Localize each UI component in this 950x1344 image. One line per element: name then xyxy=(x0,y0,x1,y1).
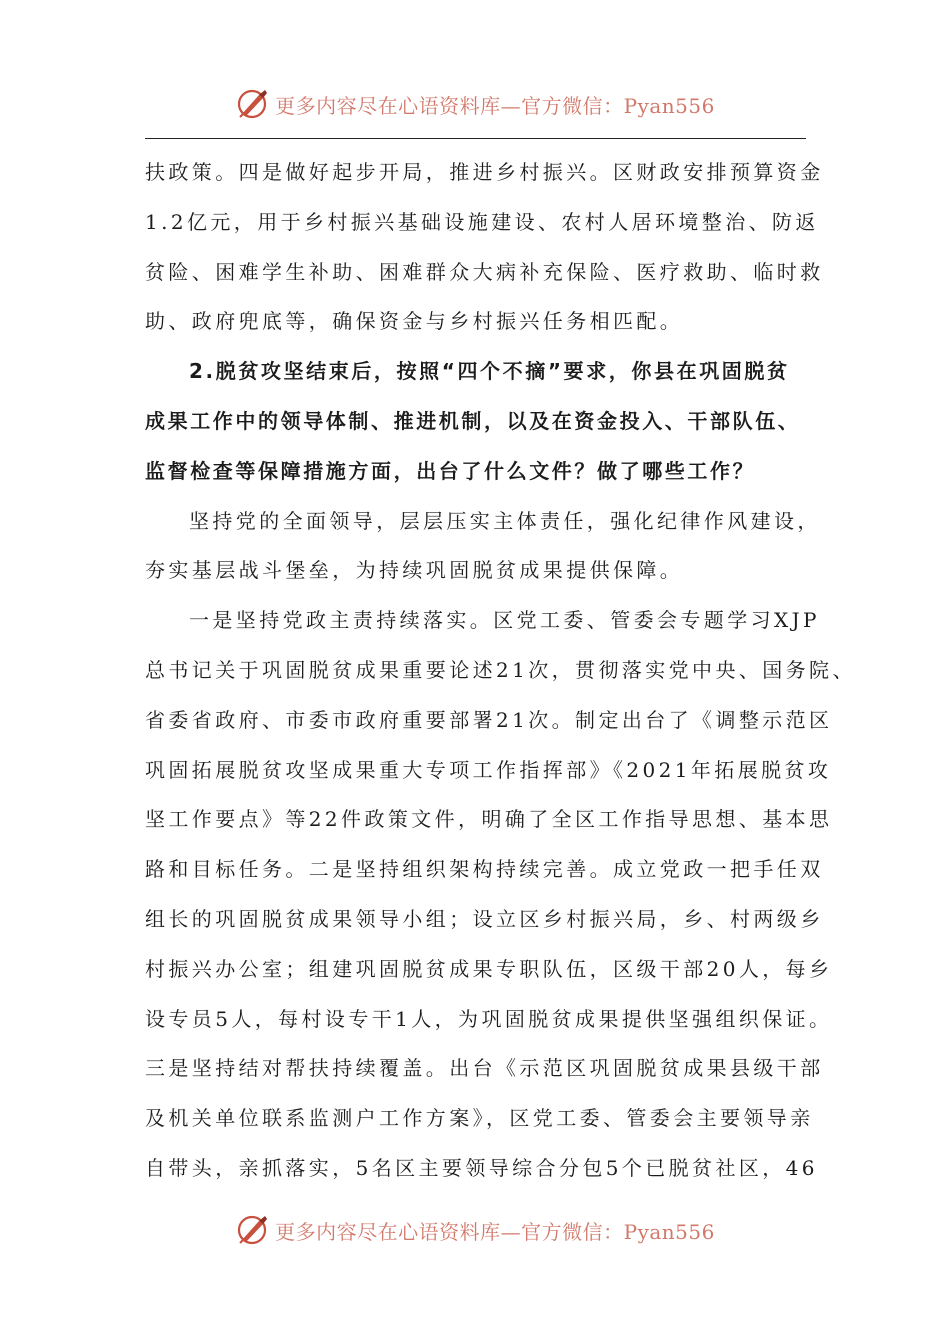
text-line: 设专员5人，每村设专干1人，为巩固脱贫成果提供坚强组织保证。 xyxy=(145,1006,833,1031)
text-line: 1.2亿元，用于乡村振兴基础设施建设、农村人居环境整治、防返 xyxy=(145,209,819,234)
header-divider xyxy=(145,138,806,139)
text-line: 助、政府兜底等，确保资金与乡村振兴任务相匹配。 xyxy=(145,309,684,334)
text-line: 三是坚持结对帮扶持续覆盖。出台《示范区巩固脱贫成果县级干部 xyxy=(145,1056,824,1081)
pen-logo-icon xyxy=(235,1212,271,1248)
text-line: 坚工作要点》等22件政策文件，明确了全区工作指导思想、基本思 xyxy=(145,807,833,832)
pen-logo-icon xyxy=(235,86,271,122)
text-line: 扶政策。四是做好起步开局，推进乡村振兴。区财政安排预算资金 xyxy=(145,160,824,184)
question-heading-line: 2.脱贫攻坚结束后，按照“四个不摘”要求，你县在巩固脱贫 xyxy=(189,359,790,384)
footer-banner xyxy=(0,1212,950,1248)
header-banner xyxy=(0,86,950,122)
document-body xyxy=(145,148,856,1194)
text-line: 坚持党的全面领导，层层压实主体责任，强化纪律作风建设， xyxy=(189,508,821,533)
question-heading-line: 成果工作中的领导体制、推进机制，以及在资金投入、干部队伍、 xyxy=(145,408,801,433)
question-heading-line: 监督检查等保障措施方面，出台了什么文件？做了哪些工作？ xyxy=(145,458,756,483)
text-line: 巩固拓展脱贫攻坚成果重大专项工作指挥部》《2021年拓展脱贫攻 xyxy=(145,757,832,782)
text-line: 夯实基层战斗堡垒，为持续巩固脱贫成果提供保障。 xyxy=(145,558,684,583)
text-line: 贫险、困难学生补助、困难群众大病补充保险、医疗救助、临时救 xyxy=(145,259,824,284)
header-banner-text: 更多内容尽在心语资料库—官方微信：Pyan556 xyxy=(275,93,715,118)
text-line: 及机关单位联系监测户工作方案》，区党工委、管委会主要领导亲 xyxy=(145,1106,814,1131)
text-line: 路和目标任务。二是坚持组织架构持续完善。成立党政一把手任双 xyxy=(145,857,824,882)
text-line: 村振兴办公室；组建巩固脱贫成果专职队伍，区级干部20人，每乡 xyxy=(145,956,833,981)
text-line: 总书记关于巩固脱贫成果重要论述21次，贯彻落实党中央、国务院、 xyxy=(145,657,856,682)
text-line: 组长的巩固脱贫成果领导小组；设立区乡村振兴局，乡、村两级乡 xyxy=(145,906,824,931)
text-line: 省委省政府、市委市政府重要部署21次。制定出台了《调整示范区 xyxy=(145,707,833,732)
text-line: 一是坚持党政主责持续落实。区党工委、管委会专题学习XJP xyxy=(189,608,820,633)
footer-banner-text: 更多内容尽在心语资料库—官方微信：Pyan556 xyxy=(275,1219,715,1244)
text-line: 自带头，亲抓落实，5名区主要领导综合分包5个已脱贫社区，46 xyxy=(145,1155,818,1180)
